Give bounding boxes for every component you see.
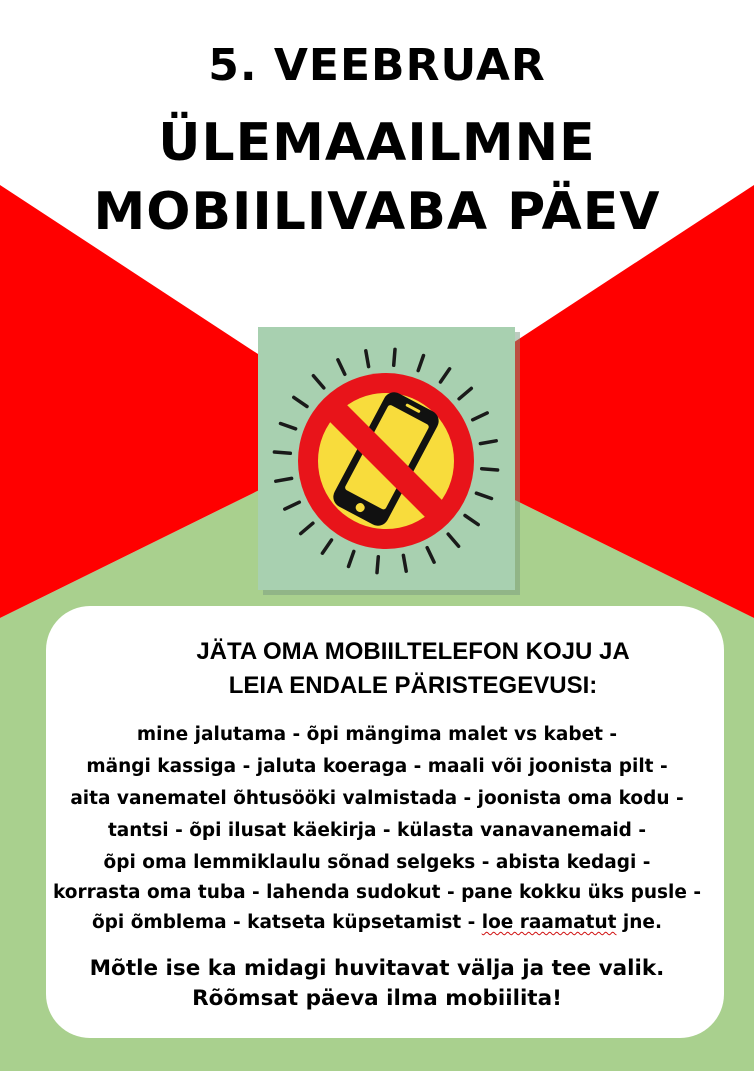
activity-line-last-start: õpi õmblema - katseta küpsetamist - [91, 912, 482, 933]
title-line-1: ÜLEMAAILMNE [158, 113, 596, 173]
activity-line: korrasta oma tuba - lahenda sudokut - pane kokku üks pusle - [52, 882, 702, 903]
sun-ray [482, 469, 498, 470]
activity-line: mängi kassiga - jaluta koeraga - maali või joonista pilt - [86, 756, 668, 777]
card-heading-line-2: LEIA ENDALE PÄRISTEGEVUSI: [228, 672, 598, 699]
activity-line-last [0, 912, 754, 933]
activity-line: õpi oma lemmiklaulu sõnad selgeks - abista kedagi - [103, 852, 651, 873]
title-line-2: MOBIILIVABA PÄEV [93, 182, 661, 242]
card-heading-line-1: JÄTA OMA MOBIILTELEFON KOJU JA [196, 638, 630, 665]
spellcheck-underlined-text: loe raamatut [481, 912, 617, 933]
sun-ray [394, 349, 395, 365]
activity-line: aita vanematel õhtusööki valmistada - joonista oma kodu - [70, 788, 684, 809]
activity-line: mine jalutama - õpi mängima malet vs kabet - [136, 724, 618, 745]
activity-line: tantsi - õpi ilusat käekirja - külasta vanavanemaid - [107, 820, 647, 841]
sun-ray [274, 452, 290, 453]
closing-line-2: Rõõmsat päeva ilma mobiilita! [192, 986, 562, 1011]
closing-line-1: Mõtle ise ka midagi huvitavat välja ja tee valik. [89, 956, 665, 981]
sun-ray [377, 557, 378, 573]
activity-line-last-end: jne. [616, 912, 663, 933]
title-date: 5. VEEBRUAR [208, 40, 546, 91]
no-phone-icon [258, 327, 520, 595]
